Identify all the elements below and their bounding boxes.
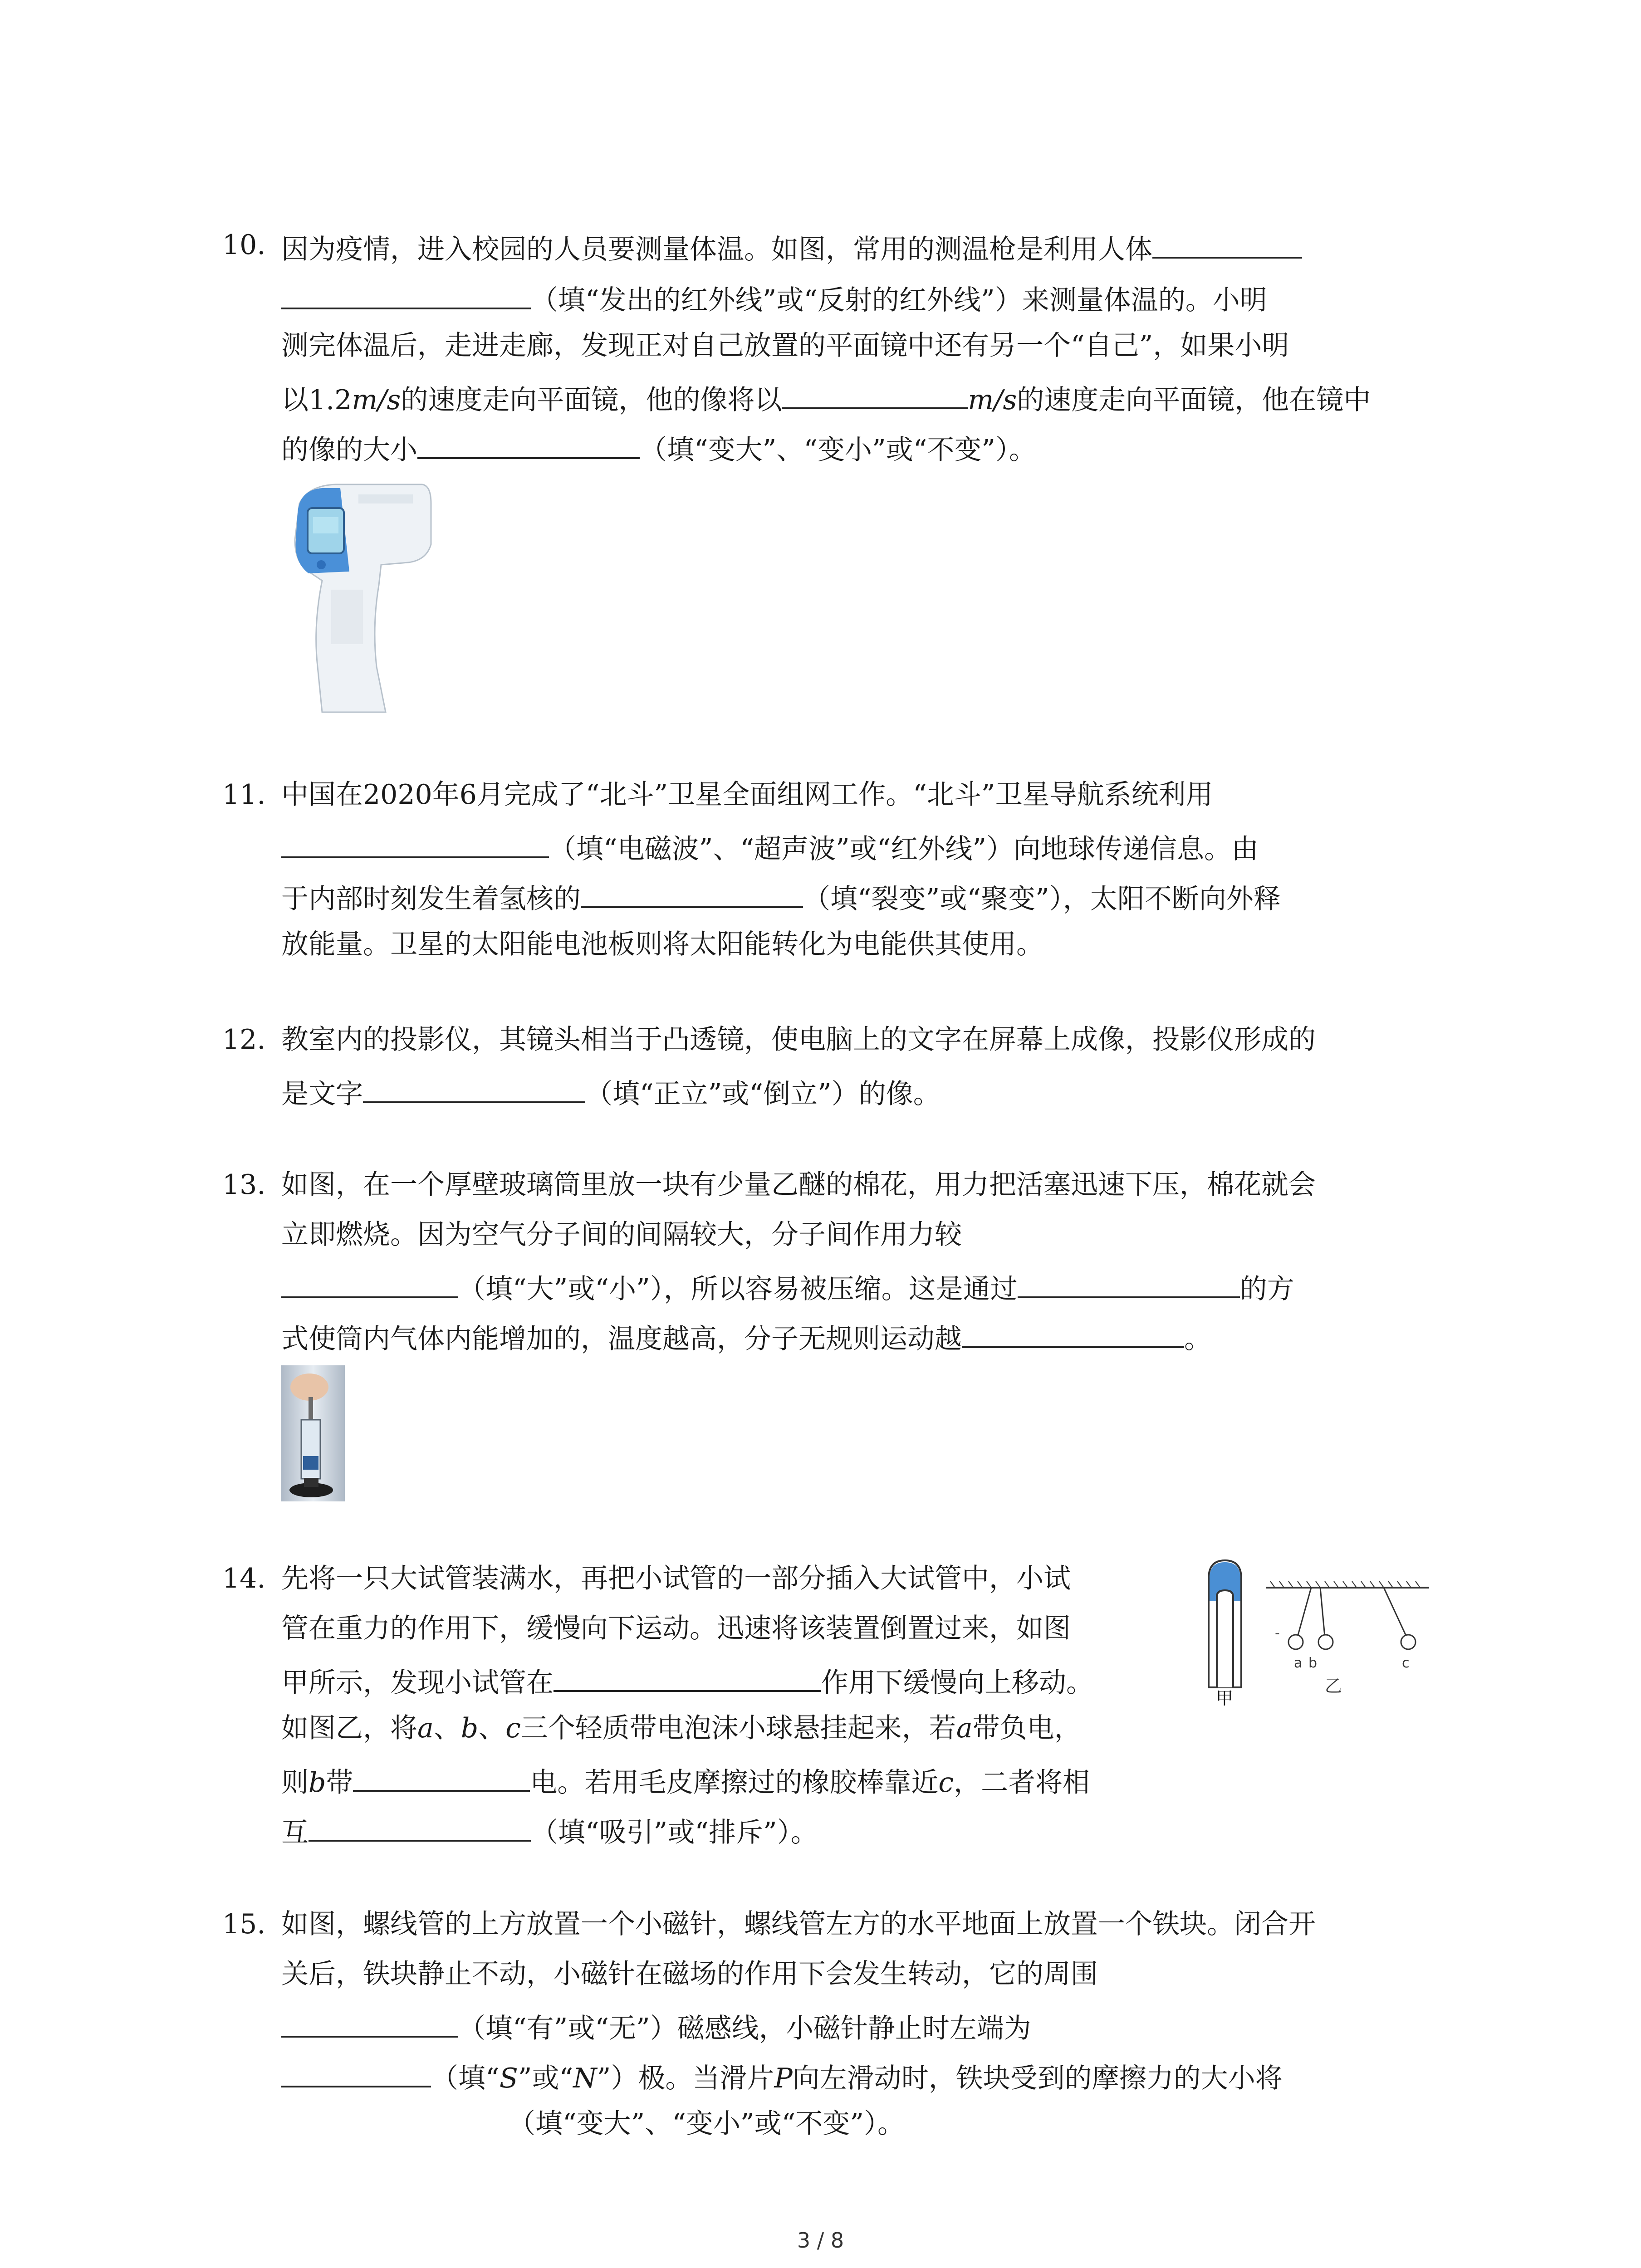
- question-text: [281, 1810, 818, 1851]
- ball-charge-label: -: [1275, 1625, 1280, 1641]
- question-number: 15.: [222, 1908, 266, 1940]
- question-text: 立即燃烧。因为空气分子间的间隔较大，分子间作用力较: [281, 1219, 962, 1251]
- variable: c: [938, 1767, 954, 1799]
- variable: c: [505, 1712, 521, 1744]
- text-span: （填“吸引”或“排斥”）。: [531, 1817, 818, 1848]
- text-span: （填“电磁波”、“超声波”或“红外线”）向地球传递信息。由: [549, 833, 1259, 865]
- text-span: （填“有”或“无”）磁感线，小磁针静止时左端为: [458, 2013, 1031, 2044]
- question-text: 关后，铁块静止不动，小磁针在磁场的作用下会发生转动，它的周围: [281, 1958, 1098, 1990]
- text-span: （填“大”或“小”），所以容易被压缩。这是通过: [458, 1273, 1018, 1305]
- answer-blank[interactable]: [281, 2056, 431, 2087]
- ball-b-label: b: [1308, 1655, 1318, 1671]
- variable: P: [774, 2063, 793, 2094]
- variable: S: [499, 2063, 518, 2094]
- answer-blank[interactable]: [782, 377, 968, 409]
- charged-balls-figure: [1261, 1579, 1434, 1696]
- question-text: 如图，在一个厚壁玻璃筒里放一块有少量乙醚的棉花，用力把活塞迅速下压，棉花就会: [281, 1169, 1316, 1201]
- text-span: 因为疫情，进入校园的人员要测量体温。如图，常用的测温枪是利用人体: [281, 234, 1152, 265]
- text-span: 的速度走向平面镜，他在镜中: [1017, 384, 1371, 416]
- question-text: 教室内的投影仪，其镜头相当于凸透镜，使电脑上的文字在屏幕上成像，投影仪形成的: [281, 1024, 1316, 1056]
- variable: a: [417, 1712, 434, 1744]
- text-span: 带: [326, 1767, 353, 1799]
- variable: N: [573, 2063, 597, 2094]
- question-text: [281, 1266, 1294, 1307]
- question-number: 13.: [222, 1169, 266, 1201]
- question-text: 管在重力的作用下，缓慢向下运动。迅速将该装置倒置过来，如图: [281, 1613, 1071, 1644]
- ball-c-label: c: [1402, 1655, 1410, 1671]
- text-span: 甲所示，发现小试管在: [281, 1667, 554, 1699]
- text-span: 互: [281, 1817, 309, 1848]
- answer-blank[interactable]: [281, 278, 531, 309]
- unit: m/s: [352, 384, 401, 416]
- thermometer-gun-image: [281, 476, 436, 717]
- text-span: 向左滑动时，铁块受到的摩擦力的大小将: [792, 2063, 1283, 2094]
- text-span: 式使筒内气体内能增加的，温度越高，分子无规则运动越: [281, 1323, 962, 1355]
- text-span: 电。若用毛皮摩擦过的橡胶棒靠近: [530, 1767, 939, 1799]
- question-number: 10.: [222, 229, 266, 261]
- question-text: [281, 1071, 941, 1112]
- answer-blank[interactable]: [581, 876, 803, 908]
- answer-blank[interactable]: [1152, 227, 1302, 259]
- text-span: 是文字: [281, 1078, 363, 1110]
- answer-blank[interactable]: [353, 1760, 530, 1792]
- ball-a-label: a: [1294, 1655, 1303, 1671]
- text-span: 于内部时刻发生着氢核的: [281, 883, 581, 915]
- text-span: （填“裂变”或“聚变”），太阳不断向外释: [803, 883, 1281, 915]
- question-text: [281, 427, 1036, 468]
- question-text: 中国在2020年6月完成了“北斗”卫星全面组网工作。“北斗”卫星导航系统利用: [281, 779, 1213, 811]
- question-text: [281, 2056, 1283, 2097]
- text-span: 三个轻质带电泡沫小球悬挂起来，若: [520, 1712, 956, 1744]
- question-text: [281, 1316, 1211, 1357]
- text-span: 的像的大小: [281, 434, 417, 466]
- text-span: ，二者将相: [954, 1767, 1090, 1799]
- figure-label-jia: 甲: [1216, 1688, 1234, 1708]
- unit: m/s: [968, 384, 1017, 416]
- question-text: [281, 876, 1281, 917]
- text-span: 、: [433, 1712, 461, 1744]
- figure-label-yi: 乙: [1325, 1676, 1342, 1696]
- variable: b: [309, 1767, 326, 1799]
- question-text: [281, 227, 1302, 268]
- question-text: 先将一只大试管装满水，再把小试管的一部分插入大试管中，小试: [281, 1563, 1071, 1594]
- text-span: 作用下缓慢向上移动。: [821, 1667, 1093, 1699]
- question-text: [281, 826, 1259, 867]
- answer-blank[interactable]: [363, 1071, 585, 1103]
- page-number: 3 / 8: [797, 2228, 844, 2253]
- text-span: ”）极。当滑片: [597, 2063, 774, 2094]
- answer-blank[interactable]: [554, 1660, 821, 1692]
- question-number: 14.: [222, 1563, 266, 1594]
- answer-blank[interactable]: [962, 1316, 1184, 1348]
- answer-blank[interactable]: [417, 427, 640, 459]
- text-span: 以1.2: [281, 384, 352, 416]
- text-span: 的方: [1239, 1273, 1294, 1305]
- text-span: 如图乙，将: [281, 1712, 417, 1744]
- question-number: 11.: [222, 779, 266, 811]
- text-span: 的速度走向平面镜，他的像将以: [401, 384, 782, 416]
- question-text: [281, 1660, 1093, 1701]
- text-span: 、: [478, 1712, 506, 1744]
- question-text: [281, 2006, 1031, 2047]
- test-tube-figure: [1198, 1551, 1252, 1710]
- question-text: （填“变大”、“变小”或“不变”）。: [508, 2108, 905, 2140]
- answer-blank[interactable]: [281, 1266, 458, 1298]
- variable: b: [460, 1712, 479, 1744]
- text-span: （填“变大”、“变小”或“不变”）。: [640, 434, 1037, 466]
- glass-cylinder-image: [281, 1365, 345, 1501]
- text-span: ”或“: [518, 2063, 573, 2094]
- text-span: 则: [281, 1767, 309, 1799]
- question-text: 如图，螺线管的上方放置一个小磁针，螺线管左方的水平地面上放置一个铁块。闭合开: [281, 1908, 1316, 1940]
- question-text: [281, 377, 1371, 418]
- answer-blank[interactable]: [281, 2006, 458, 2038]
- question-number: 12.: [222, 1024, 266, 1056]
- text-span: 。: [1184, 1323, 1211, 1355]
- answer-blank[interactable]: [281, 826, 549, 858]
- question-text: [281, 1760, 1090, 1801]
- question-text: [281, 1710, 1082, 1746]
- text-span: （填“正立”或“倒立”）的像。: [585, 1078, 941, 1110]
- text-span: 带负电，: [972, 1712, 1082, 1744]
- question-text: 放能量。卫星的太阳能电池板则将太阳能转化为电能供其使用。: [281, 929, 1043, 960]
- answer-blank[interactable]: [309, 1810, 531, 1842]
- question-text: [281, 278, 1267, 318]
- question-text: 测完体温后，走进走廊，发现正对自己放置的平面镜中还有另一个“自己”，如果小明: [281, 330, 1289, 362]
- variable: a: [956, 1712, 973, 1744]
- answer-blank[interactable]: [1018, 1266, 1240, 1298]
- text-span: （填“发出的红外线”或“反射的红外线”）来测量体温的。小明: [531, 284, 1267, 316]
- text-span: （填“: [431, 2063, 500, 2094]
